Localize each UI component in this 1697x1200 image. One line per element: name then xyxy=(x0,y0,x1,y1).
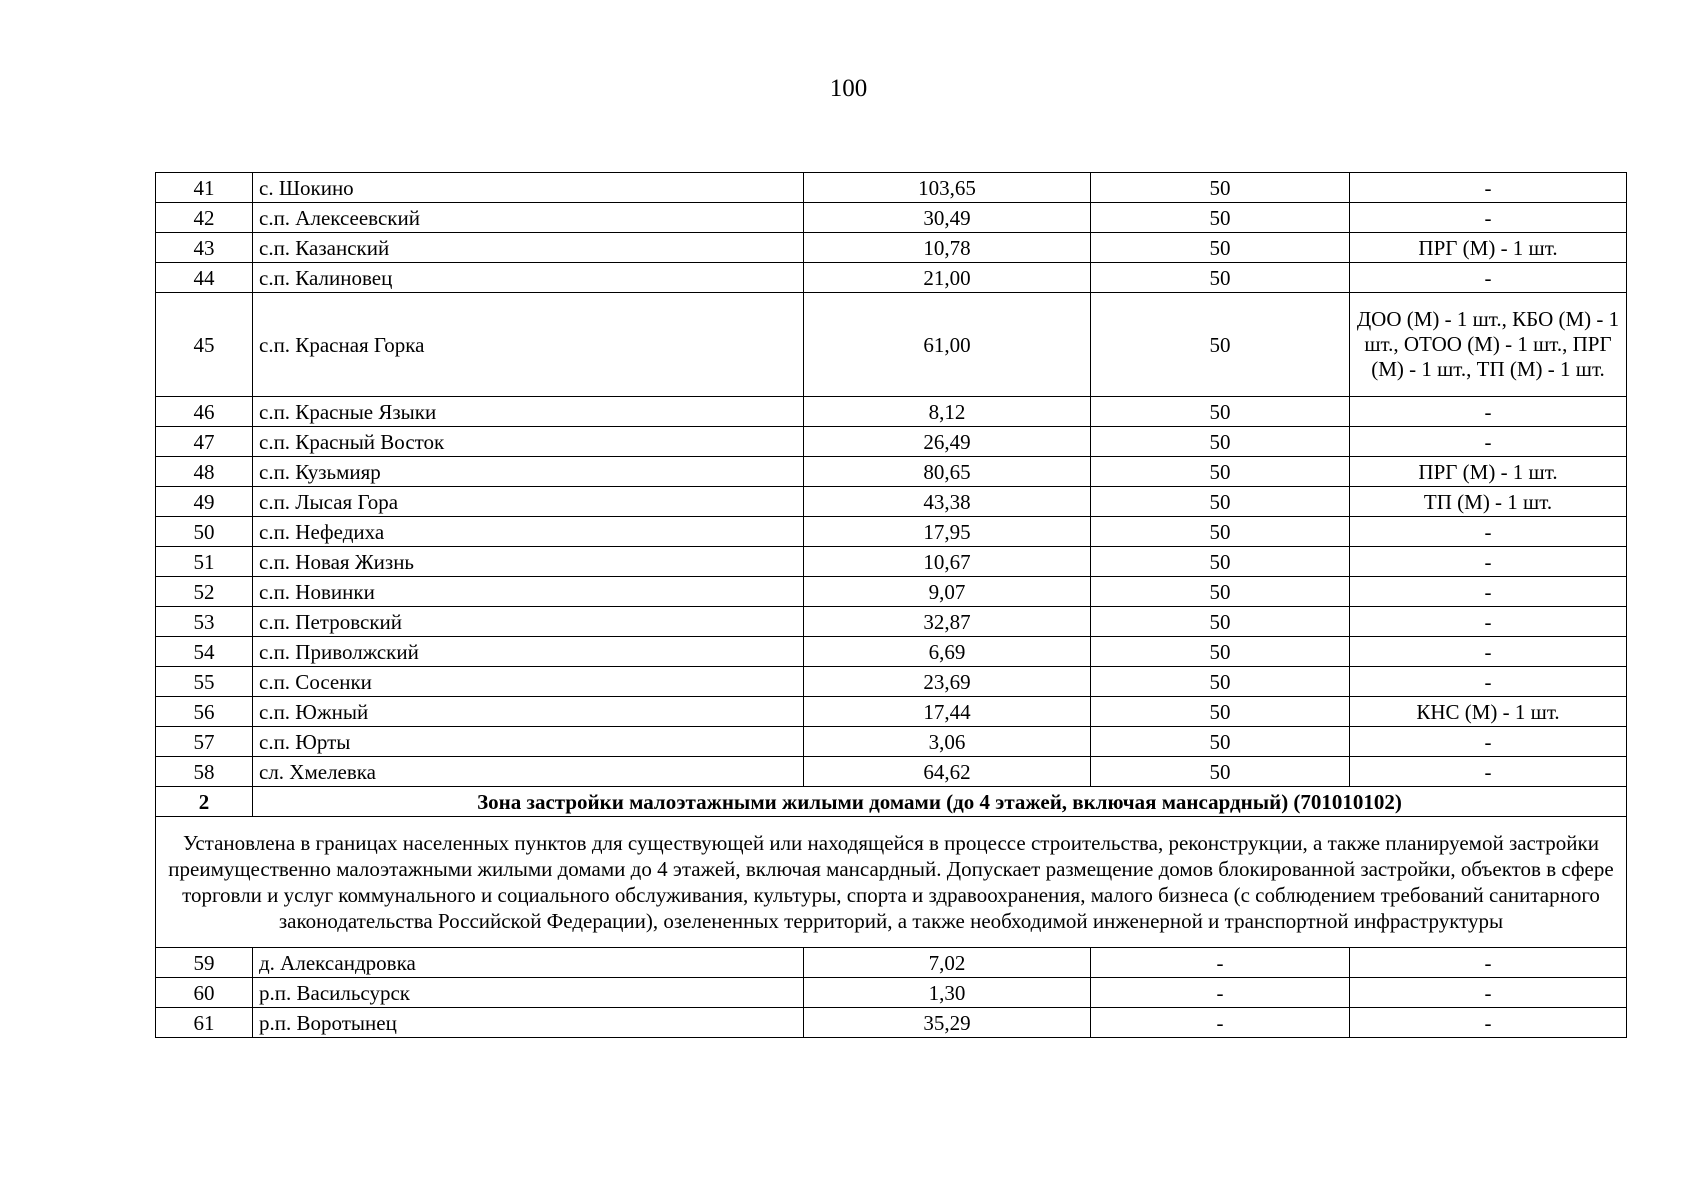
density-value: 50 xyxy=(1091,727,1350,757)
settlement-name: с.п. Сосенки xyxy=(253,667,804,697)
area-value: 21,00 xyxy=(804,263,1091,293)
settlement-name: д. Александровка xyxy=(253,948,804,978)
density-value: 50 xyxy=(1091,487,1350,517)
objects-value: - xyxy=(1350,757,1627,787)
table-row xyxy=(156,727,1627,757)
settlement-name: с.п. Южный xyxy=(253,697,804,727)
density-value: 50 xyxy=(1091,547,1350,577)
row-number: 43 xyxy=(156,233,253,263)
zones-table xyxy=(155,172,1627,1038)
settlement-name: с.п. Новинки xyxy=(253,577,804,607)
row-number: 47 xyxy=(156,427,253,457)
table-row xyxy=(156,517,1627,547)
objects-value: ТП (М) - 1 шт. xyxy=(1350,487,1627,517)
area-value: 80,65 xyxy=(804,457,1091,487)
table-row xyxy=(156,397,1627,427)
density-value: 50 xyxy=(1091,457,1350,487)
density-value: 50 xyxy=(1091,667,1350,697)
area-value: 26,49 xyxy=(804,427,1091,457)
settlement-name: с.п. Красный Восток xyxy=(253,427,804,457)
zone-title: Зона застройки малоэтажными жилыми домами (до 4 этажей, включая мансардный) (701010102) xyxy=(253,787,1627,817)
table-row xyxy=(156,487,1627,517)
row-number: 49 xyxy=(156,487,253,517)
area-value: 3,06 xyxy=(804,727,1091,757)
objects-value: ДОО (М) - 1 шт., КБО (М) - 1 шт., ОТОО (М) - 1 шт., ПРГ (М) - 1 шт., ТП (М) - 1 шт. xyxy=(1350,293,1627,397)
objects-value: - xyxy=(1350,727,1627,757)
table-row xyxy=(156,697,1627,727)
density-value: - xyxy=(1091,1008,1350,1038)
density-value: 50 xyxy=(1091,293,1350,397)
objects-value: - xyxy=(1350,173,1627,203)
row-number: 54 xyxy=(156,637,253,667)
density-value: - xyxy=(1091,978,1350,1008)
row-number: 53 xyxy=(156,607,253,637)
density-value: 50 xyxy=(1091,577,1350,607)
row-number: 50 xyxy=(156,517,253,547)
area-value: 17,44 xyxy=(804,697,1091,727)
area-value: 8,12 xyxy=(804,397,1091,427)
density-value: 50 xyxy=(1091,233,1350,263)
density-value: 50 xyxy=(1091,757,1350,787)
settlement-name: с.п. Казанский xyxy=(253,233,804,263)
settlement-name: с.п. Кузьмияр xyxy=(253,457,804,487)
row-number: 42 xyxy=(156,203,253,233)
area-value: 17,95 xyxy=(804,517,1091,547)
table-row xyxy=(156,263,1627,293)
objects-value: - xyxy=(1350,978,1627,1008)
zone-description: Установлена в границах населенных пунктов для существующей или находящейся в процессе строительства, реконструкции, а также планируемой застройки преимущественно малоэтажными жилыми домами до 4 этажей, включая мансардный. Допускает размещение домов блокированной застройки, объектов в сфере торговли и услуг коммунального и социального обслуживания, культуры, спорта и здравоохранения, малого бизнеса (с соблюдением требований санитарного законодательства Российской Федерации), озелененных территорий, а также необходимой инженерной и транспортной инфраструктуры xyxy=(156,817,1627,948)
area-value: 10,67 xyxy=(804,547,1091,577)
settlement-name: с.п. Алексеевский xyxy=(253,203,804,233)
settlement-name: р.п. Васильсурск xyxy=(253,978,804,1008)
density-value: 50 xyxy=(1091,697,1350,727)
row-number: 51 xyxy=(156,547,253,577)
table-row xyxy=(156,667,1627,697)
objects-value: ПРГ (М) - 1 шт. xyxy=(1350,457,1627,487)
area-value: 103,65 xyxy=(804,173,1091,203)
table-row xyxy=(156,233,1627,263)
settlement-name: сл. Хмелевка xyxy=(253,757,804,787)
table-row xyxy=(156,637,1627,667)
table-row xyxy=(156,457,1627,487)
row-number: 41 xyxy=(156,173,253,203)
density-value: 50 xyxy=(1091,397,1350,427)
zone-description-row xyxy=(156,817,1627,948)
table-row xyxy=(156,757,1627,787)
density-value: 50 xyxy=(1091,517,1350,547)
objects-value: - xyxy=(1350,203,1627,233)
page-number: 100 xyxy=(829,75,868,102)
area-value: 64,62 xyxy=(804,757,1091,787)
density-value: 50 xyxy=(1091,427,1350,457)
objects-value: - xyxy=(1350,547,1627,577)
table-row xyxy=(156,293,1627,397)
row-number: 60 xyxy=(156,978,253,1008)
table-row xyxy=(156,173,1627,203)
settlement-name: с.п. Петровский xyxy=(253,607,804,637)
area-value: 30,49 xyxy=(804,203,1091,233)
zone-header-row xyxy=(156,787,1627,817)
objects-value: - xyxy=(1350,517,1627,547)
density-value: 50 xyxy=(1091,203,1350,233)
table-row xyxy=(156,203,1627,233)
area-value: 32,87 xyxy=(804,607,1091,637)
objects-value: - xyxy=(1350,607,1627,637)
density-value: 50 xyxy=(1091,263,1350,293)
objects-value: - xyxy=(1350,263,1627,293)
row-number: 57 xyxy=(156,727,253,757)
objects-value: - xyxy=(1350,637,1627,667)
area-value: 43,38 xyxy=(804,487,1091,517)
settlement-name: с.п. Юрты xyxy=(253,727,804,757)
table-row xyxy=(156,577,1627,607)
objects-value: - xyxy=(1350,948,1627,978)
area-value: 9,07 xyxy=(804,577,1091,607)
settlement-name: с.п. Красная Горка xyxy=(253,293,804,397)
density-value: 50 xyxy=(1091,637,1350,667)
area-value: 35,29 xyxy=(804,1008,1091,1038)
area-value: 23,69 xyxy=(804,667,1091,697)
area-value: 1,30 xyxy=(804,978,1091,1008)
area-value: 7,02 xyxy=(804,948,1091,978)
row-number: 45 xyxy=(156,293,253,397)
row-number: 48 xyxy=(156,457,253,487)
row-number: 46 xyxy=(156,397,253,427)
table-row xyxy=(156,1008,1627,1038)
density-value: - xyxy=(1091,948,1350,978)
settlement-name: с.п. Нефедиха xyxy=(253,517,804,547)
area-value: 10,78 xyxy=(804,233,1091,263)
table-row xyxy=(156,427,1627,457)
table-row xyxy=(156,547,1627,577)
settlement-name: с.п. Лысая Гора xyxy=(253,487,804,517)
row-number: 44 xyxy=(156,263,253,293)
objects-value: ПРГ (М) - 1 шт. xyxy=(1350,233,1627,263)
objects-value: - xyxy=(1350,427,1627,457)
settlement-name: с.п. Калиновец xyxy=(253,263,804,293)
row-number: 59 xyxy=(156,948,253,978)
objects-value: КНС (М) - 1 шт. xyxy=(1350,697,1627,727)
table-row xyxy=(156,978,1627,1008)
objects-value: - xyxy=(1350,1008,1627,1038)
settlement-name: с.п. Новая Жизнь xyxy=(253,547,804,577)
row-number: 55 xyxy=(156,667,253,697)
density-value: 50 xyxy=(1091,607,1350,637)
row-number: 61 xyxy=(156,1008,253,1038)
zone-number: 2 xyxy=(156,787,253,817)
table-row xyxy=(156,948,1627,978)
settlement-name: с.п. Красные Языки xyxy=(253,397,804,427)
settlement-name: р.п. Воротынец xyxy=(253,1008,804,1038)
row-number: 52 xyxy=(156,577,253,607)
objects-value: - xyxy=(1350,667,1627,697)
settlement-name: с. Шокино xyxy=(253,173,804,203)
density-value: 50 xyxy=(1091,173,1350,203)
area-value: 61,00 xyxy=(804,293,1091,397)
settlement-name: с.п. Приволжский xyxy=(253,637,804,667)
table-row xyxy=(156,607,1627,637)
objects-value: - xyxy=(1350,577,1627,607)
row-number: 56 xyxy=(156,697,253,727)
row-number: 58 xyxy=(156,757,253,787)
area-value: 6,69 xyxy=(804,637,1091,667)
objects-value: - xyxy=(1350,397,1627,427)
